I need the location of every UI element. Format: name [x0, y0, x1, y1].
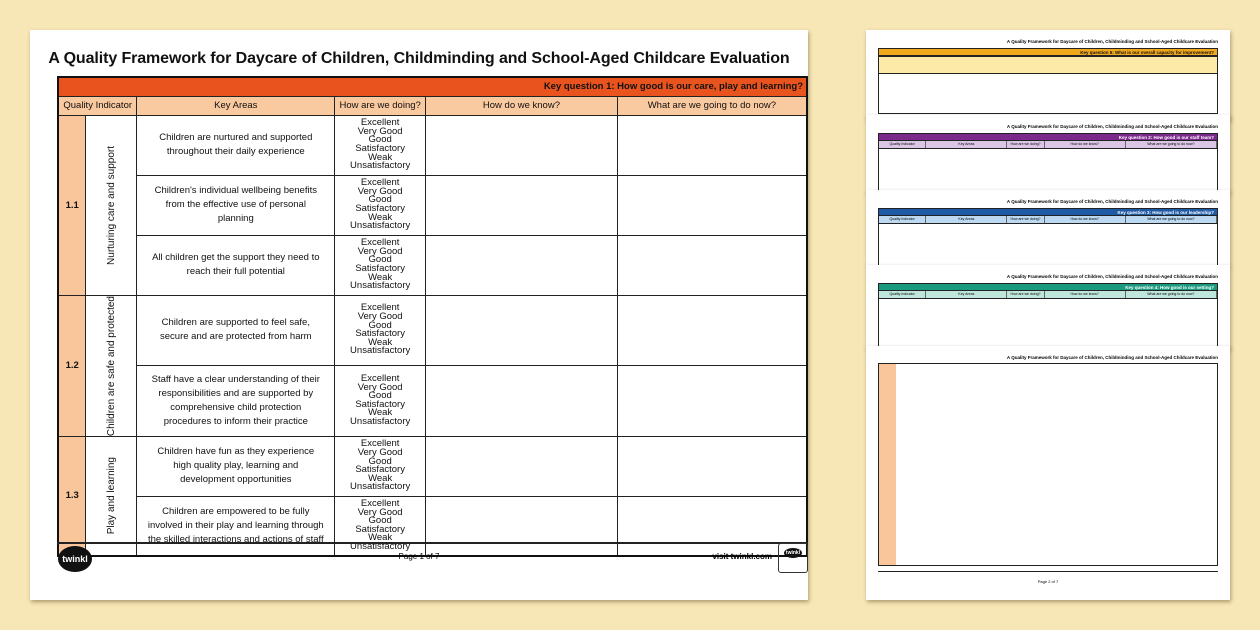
thumbnail-page-kq4[interactable] [866, 265, 1230, 349]
rating-options[interactable] [335, 235, 426, 295]
rating-option[interactable]: Weak [368, 151, 393, 163]
thumb-title: A Quality Framework for Daycare of Children, Childminding and School-Aged Childcare Evaluation [1006, 274, 1218, 279]
document-page-main [30, 30, 808, 600]
key-area: Staff have a clear understanding of their responsibilities and are supported by comprehensive child protection procedures to inform their practice [137, 366, 335, 437]
rating-options[interactable] [335, 366, 426, 437]
quality-badge-icon: twinkl [778, 543, 808, 573]
rating-option[interactable]: Unsatisfactory [350, 160, 411, 172]
indicator-label-cell [86, 115, 137, 295]
thumb-intro [878, 56, 1218, 74]
what-next-cell[interactable] [617, 115, 807, 175]
footer-divider [57, 542, 808, 544]
thumbnail-page-2[interactable] [866, 346, 1230, 600]
col-quality-indicator: Quality Indicator [58, 96, 137, 115]
thumb-kq-bar: Key question 3: How good is our leadership? [878, 208, 1218, 216]
rating-option[interactable]: Good [368, 390, 392, 402]
thumb-header: Quality Indicator Key Areas How are we doing? How do we know? What are we going to do now? [878, 141, 1218, 149]
rating-option[interactable]: Satisfactory [355, 328, 405, 340]
what-next-cell[interactable] [617, 366, 807, 437]
key-area: Children have fun as they experience high quality play, learning and development opportunities [137, 436, 335, 496]
how-know-cell[interactable] [426, 175, 618, 235]
rating-option[interactable]: Weak [368, 211, 393, 223]
thumb-title: A Quality Framework for Daycare of Children, Childminding and School-Aged Childcare Evaluation [1006, 355, 1218, 360]
what-next-cell[interactable] [617, 235, 807, 295]
rating-option[interactable]: Excellent [360, 177, 400, 189]
how-know-cell[interactable] [426, 436, 618, 496]
rating-option[interactable]: Weak [368, 271, 393, 283]
table-row [58, 235, 807, 295]
table-row [58, 175, 807, 235]
what-next-cell[interactable] [617, 175, 807, 235]
rating-option[interactable]: Very Good [357, 185, 403, 197]
thumb-page-number: Page 2 of 7 [1037, 579, 1059, 584]
rating-option[interactable]: Good [368, 254, 392, 266]
thumbnail-page-kq5[interactable] [866, 30, 1230, 120]
rating-option[interactable]: Weak [368, 407, 393, 419]
rating-option[interactable]: Very Good [357, 125, 403, 137]
rating-option[interactable]: Weak [368, 472, 393, 484]
page-number: Page 1 of 7 [398, 552, 440, 561]
indicator-label-cell [86, 295, 137, 436]
key-area: All children get the support they need to reach their full potential [137, 235, 335, 295]
thumb-kq-bar: Key question 5: What is our overall capacity for improvement? [878, 48, 1218, 56]
rating-option[interactable]: Unsatisfactory [350, 220, 411, 232]
rating-option[interactable]: Weak [368, 532, 393, 544]
how-know-cell[interactable] [426, 235, 618, 295]
table-row [58, 115, 807, 175]
what-next-cell[interactable] [617, 436, 807, 496]
thumbnail-page-kq2[interactable] [866, 115, 1230, 193]
rating-option[interactable]: Weak [368, 336, 393, 348]
thumb-title: A Quality Framework for Daycare of Children, Childminding and School-Aged Childcare Evaluation [1006, 124, 1218, 129]
rating-option[interactable]: Satisfactory [355, 523, 405, 535]
thumb-kq-bar: Key question 4: How good is our setting? [878, 283, 1218, 291]
rating-option[interactable]: Very Good [357, 506, 403, 518]
col-how-doing: How are we doing? [335, 96, 426, 115]
rating-option[interactable]: Unsatisfactory [350, 541, 411, 553]
table-row [58, 436, 807, 496]
rating-option[interactable]: Unsatisfactory [350, 481, 411, 493]
rating-option[interactable]: Satisfactory [355, 143, 405, 154]
how-know-cell[interactable] [426, 366, 618, 437]
evaluation-table [57, 76, 808, 557]
rating-option[interactable]: Very Good [357, 311, 403, 323]
what-next-cell[interactable] [617, 295, 807, 366]
indicator-label: Children are safe and protected [105, 295, 117, 436]
rating-option[interactable]: Good [368, 319, 392, 331]
document-title: A Quality Framework for Daycare of Children, Childminding and School-Aged Childcare Evaluation [48, 50, 790, 67]
rating-option[interactable]: Very Good [357, 381, 403, 393]
how-know-cell[interactable] [426, 115, 618, 175]
rating-option[interactable]: Excellent [360, 373, 400, 385]
rating-option[interactable]: Good [368, 455, 392, 467]
how-know-cell[interactable] [426, 496, 618, 556]
thumb-kq-bar: Key question 2: How good is our staff team? [878, 133, 1218, 141]
indicator-label: Play and learning [105, 457, 117, 535]
thumb-header: Quality Indicator Key Areas How are we doing? How do we know? What are we going to do now? [878, 291, 1218, 299]
rating-option[interactable]: Good [368, 515, 392, 527]
col-how-know: How do we know? [426, 96, 618, 115]
indicator-number: 1.1 [58, 115, 86, 295]
rating-option[interactable]: Unsatisfactory [350, 416, 411, 427]
indicator-label-cell [86, 436, 137, 556]
key-area: Children are supported to feel safe, secure and are protected from harm [137, 295, 335, 366]
rating-option[interactable]: Satisfactory [355, 398, 405, 410]
indicator-label: Nurturing care and support [105, 145, 117, 265]
how-know-cell[interactable] [426, 295, 618, 366]
table-row [58, 496, 807, 556]
rating-option[interactable]: Very Good [357, 245, 403, 257]
thumb-title: A Quality Framework for Daycare of Children, Childminding and School-Aged Childcare Evaluation [1006, 39, 1218, 44]
rating-option[interactable]: Satisfactory [355, 203, 405, 214]
indicator-number: 1.3 [58, 436, 86, 556]
thumb-title: A Quality Framework for Daycare of Children, Childminding and School-Aged Childcare Evaluation [1006, 199, 1218, 204]
rating-option[interactable]: Excellent [360, 302, 400, 314]
visit-link[interactable]: visit twinkl.com [712, 552, 772, 561]
rating-option[interactable]: Satisfactory [355, 464, 405, 476]
rating-options[interactable] [335, 175, 426, 235]
key-area: Children are nurtured and supported throughout their daily experience [137, 115, 335, 175]
table-row [58, 295, 807, 366]
key-question-banner: Key question 1: How good is our care, play and learning? [58, 77, 807, 96]
rating-option[interactable]: Unsatisfactory [350, 280, 411, 292]
rating-options[interactable] [335, 295, 426, 366]
thumbnail-page-kq3[interactable] [866, 190, 1230, 266]
key-area: Children are empowered to be fully involved in their play and learning through the skilled interactions and actions of staff [137, 496, 335, 556]
thumb-header: Quality Indicator Key Areas How are we doing? How do we know? What are we going to do now? [878, 216, 1218, 224]
col-key-areas: Key Areas [137, 96, 335, 115]
col-what-next: What are we going to do now? [617, 96, 807, 115]
rating-option[interactable]: Excellent [360, 498, 400, 510]
rating-option[interactable]: Very Good [357, 446, 403, 458]
rating-option[interactable]: Excellent [360, 438, 400, 450]
rating-option[interactable]: Excellent [360, 237, 400, 249]
table-row [58, 366, 807, 437]
rating-options[interactable] [335, 115, 426, 175]
twinkl-logo: twinkl [58, 546, 92, 572]
rating-option[interactable]: Unsatisfactory [350, 345, 411, 357]
rating-option[interactable]: Good [368, 134, 392, 146]
rating-options[interactable] [335, 436, 426, 496]
rating-options[interactable] [335, 496, 426, 556]
indicator-number: 1.2 [58, 295, 86, 436]
key-area: Children's individual wellbeing benefits from the effective use of personal planning [137, 175, 335, 235]
rating-option[interactable]: Excellent [360, 117, 400, 129]
rating-option[interactable]: Satisfactory [355, 263, 405, 274]
rating-option[interactable]: Good [368, 194, 392, 206]
